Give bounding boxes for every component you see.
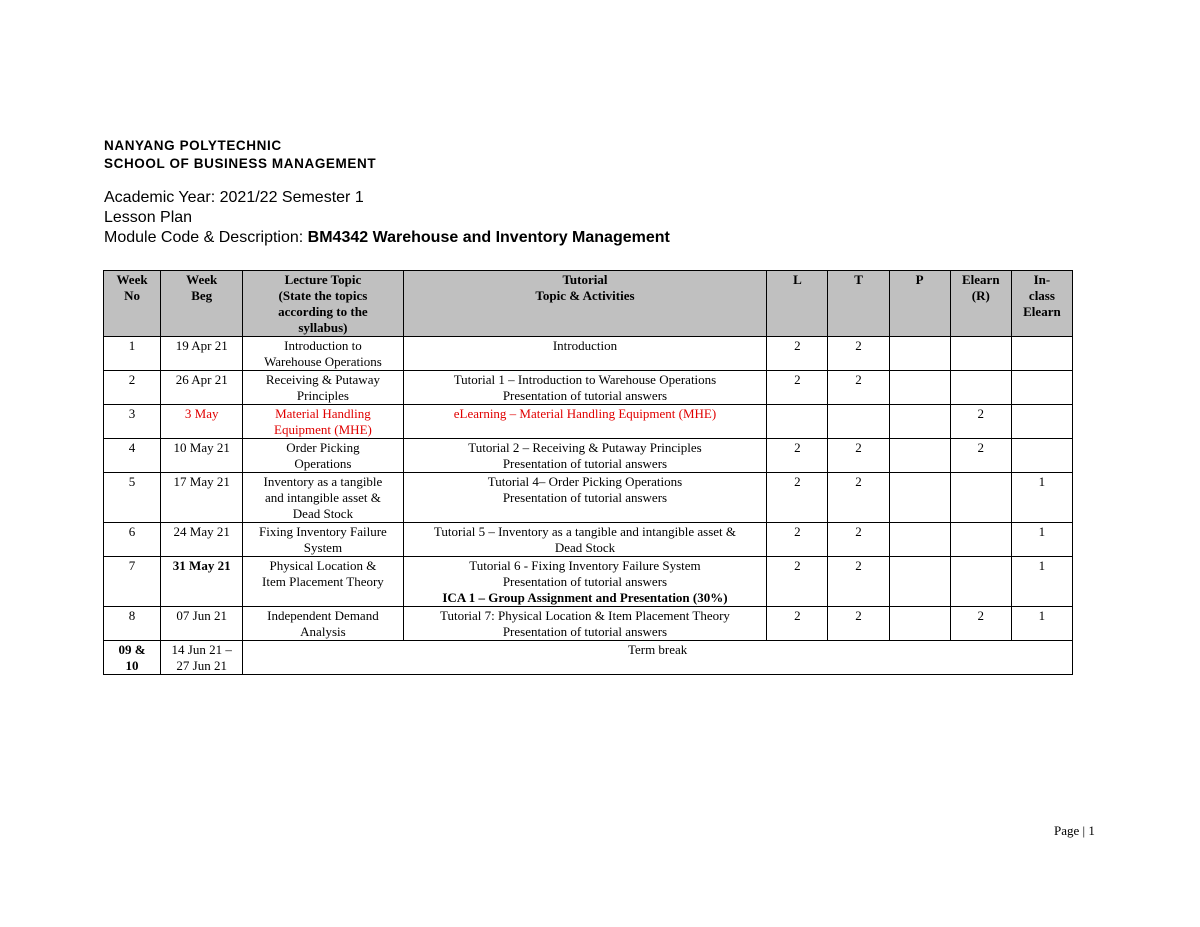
document-info	[104, 188, 670, 248]
module-value: BM4342 Warehouse and Inventory Management	[307, 229, 670, 246]
cell-l: 2	[767, 371, 828, 405]
document-type: Lesson Plan	[104, 209, 193, 226]
term-break-row	[104, 641, 1073, 675]
cell-p	[889, 473, 950, 523]
cell-t: 2	[828, 439, 889, 473]
institution-name: NANYANG POLYTECHNIC	[104, 138, 282, 153]
cell-inclass: 1	[1011, 473, 1072, 523]
cell-elearn	[950, 523, 1011, 557]
header-in-class-elearn: In- class Elearn	[1011, 271, 1072, 337]
cell-tutorial: Tutorial 5 – Inventory as a tangible and intangible asset & Dead Stock	[403, 523, 767, 557]
cell-week-beg: 14 Jun 21 – 27 Jun 21	[161, 641, 243, 675]
cell-elearn: 2	[950, 439, 1011, 473]
cell-week-beg: 07 Jun 21	[161, 607, 243, 641]
cell-week: 3	[104, 405, 161, 439]
module-title	[104, 228, 670, 248]
cell-week: 4	[104, 439, 161, 473]
cell-p	[889, 371, 950, 405]
cell-inclass	[1011, 337, 1072, 371]
cell-l	[767, 405, 828, 439]
cell-tutorial: Tutorial 6 - Fixing Inventory Failure System Presentation of tutorial answers ICA 1 – Group Assignment and Presentation (30%)	[403, 557, 767, 607]
cell-week: 6	[104, 523, 161, 557]
table-row	[104, 439, 1073, 473]
cell-inclass	[1011, 439, 1072, 473]
lesson-plan-table	[103, 270, 1073, 675]
ica-note: ICA 1 – Group Assignment and Presentation (30%)	[442, 590, 728, 605]
cell-tutorial: Tutorial 7: Physical Location & Item Placement Theory Presentation of tutorial answers	[403, 607, 767, 641]
table-row	[104, 523, 1073, 557]
cell-l: 2	[767, 337, 828, 371]
cell-p	[889, 337, 950, 371]
cell-t: 2	[828, 337, 889, 371]
cell-elearn	[950, 337, 1011, 371]
cell-week-beg: 17 May 21	[161, 473, 243, 523]
module-label: Module Code & Description:	[104, 229, 304, 246]
cell-week: 09 & 10	[104, 641, 161, 675]
page-number: Page | 1	[1054, 823, 1095, 838]
cell-tutorial: Introduction	[403, 337, 767, 371]
cell-p	[889, 523, 950, 557]
cell-lecture: Fixing Inventory Failure System	[243, 523, 403, 557]
cell-elearn: 2	[950, 405, 1011, 439]
table-row	[104, 473, 1073, 523]
cell-week-beg: 3 May	[161, 405, 243, 439]
cell-week: 8	[104, 607, 161, 641]
header-l: L	[767, 271, 828, 337]
table-row	[104, 405, 1073, 439]
cell-tutorial: Tutorial 1 – Introduction to Warehouse Operations Presentation of tutorial answers	[403, 371, 767, 405]
cell-term-break: Term break	[243, 641, 1073, 675]
header-elearn-r: Elearn (R)	[950, 271, 1011, 337]
cell-l: 2	[767, 557, 828, 607]
header-lecture-topic: Lecture Topic (State the topics according to the syllabus)	[243, 271, 403, 337]
cell-tutorial: eLearning – Material Handling Equipment (MHE)	[403, 405, 767, 439]
cell-inclass: 1	[1011, 557, 1072, 607]
cell-lecture: Independent Demand Analysis	[243, 607, 403, 641]
cell-lecture: Physical Location & Item Placement Theory	[243, 557, 403, 607]
cell-tutorial: Tutorial 2 – Receiving & Putaway Principles Presentation of tutorial answers	[403, 439, 767, 473]
cell-week: 1	[104, 337, 161, 371]
table-header-row	[104, 271, 1073, 337]
cell-week-beg: 19 Apr 21	[161, 337, 243, 371]
table-row	[104, 371, 1073, 405]
cell-t: 2	[828, 523, 889, 557]
cell-inclass	[1011, 405, 1072, 439]
header-week-no: Week No	[104, 271, 161, 337]
cell-elearn	[950, 473, 1011, 523]
cell-l: 2	[767, 439, 828, 473]
cell-t: 2	[828, 557, 889, 607]
cell-l: 2	[767, 607, 828, 641]
cell-l: 2	[767, 523, 828, 557]
cell-week-beg: 10 May 21	[161, 439, 243, 473]
cell-week-beg: 26 Apr 21	[161, 371, 243, 405]
document-header	[104, 137, 670, 248]
cell-p	[889, 607, 950, 641]
cell-p	[889, 405, 950, 439]
table-row	[104, 607, 1073, 641]
cell-week-beg: 31 May 21	[161, 557, 243, 607]
cell-inclass	[1011, 371, 1072, 405]
cell-l: 2	[767, 473, 828, 523]
cell-t: 2	[828, 371, 889, 405]
cell-lecture: Inventory as a tangible and intangible asset & Dead Stock	[243, 473, 403, 523]
cell-lecture: Receiving & Putaway Principles	[243, 371, 403, 405]
header-t: T	[828, 271, 889, 337]
cell-week: 7	[104, 557, 161, 607]
cell-inclass: 1	[1011, 523, 1072, 557]
school-name: SCHOOL OF BUSINESS MANAGEMENT	[104, 156, 377, 171]
table-row	[104, 337, 1073, 371]
cell-p	[889, 557, 950, 607]
cell-week-beg: 24 May 21	[161, 523, 243, 557]
cell-t: 2	[828, 607, 889, 641]
cell-tutorial: Tutorial 4– Order Picking Operations Presentation of tutorial answers	[403, 473, 767, 523]
cell-lecture: Introduction to Warehouse Operations	[243, 337, 403, 371]
header-week-beg: Week Beg	[161, 271, 243, 337]
cell-t	[828, 405, 889, 439]
cell-elearn	[950, 557, 1011, 607]
cell-t: 2	[828, 473, 889, 523]
cell-p	[889, 439, 950, 473]
cell-elearn: 2	[950, 607, 1011, 641]
table-row	[104, 557, 1073, 607]
cell-week: 5	[104, 473, 161, 523]
cell-elearn	[950, 371, 1011, 405]
header-p: P	[889, 271, 950, 337]
header-tutorial: Tutorial Topic & Activities	[403, 271, 767, 337]
academic-year: Academic Year: 2021/22 Semester 1	[104, 189, 364, 206]
cell-week: 2	[104, 371, 161, 405]
cell-lecture: Material Handling Equipment (MHE)	[243, 405, 403, 439]
cell-lecture: Order Picking Operations	[243, 439, 403, 473]
cell-inclass: 1	[1011, 607, 1072, 641]
